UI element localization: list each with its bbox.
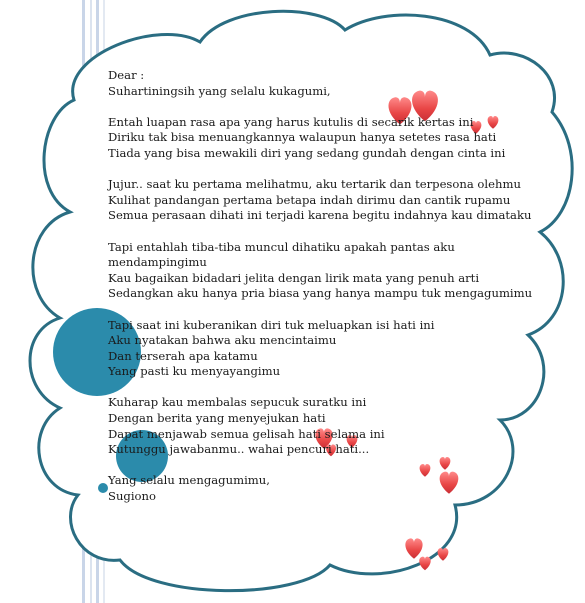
stanza-5-line-3: Dapat menjawab semua gelisah hati selama ini bbox=[108, 426, 385, 441]
stanza-1-line-2: Diriku tak bisa menuangkannya walaupun hanya setetes rasa hati bbox=[108, 130, 497, 145]
small-teal-dot bbox=[98, 483, 108, 493]
stanza-5-line-4: Kutunggu jawabanmu.. wahai pencuri hati... bbox=[108, 442, 370, 457]
letter-closing: Yang selalu mengagumimu, bbox=[108, 473, 270, 488]
letter-body bbox=[108, 68, 578, 505]
stanza-4-line-4: Yang pasti ku menyayangimu bbox=[108, 364, 281, 379]
stanza-4-line-2: Aku nyatakan bahwa aku mencintaimu bbox=[108, 333, 337, 348]
stanza-1-line-1: Entah luapan rasa apa yang harus kutulis di secarik kertas ini bbox=[108, 114, 474, 129]
letter-signature: Sugiono bbox=[108, 489, 156, 504]
stanza-3-line-2: Kau bagaikan bidadari jelita dengan lirik mata yang penuh arti bbox=[108, 270, 480, 285]
stanza-2-line-1: Jujur.. saat ku pertama melihatmu, aku tertarik dan terpesona olehmu bbox=[108, 177, 521, 192]
stanza-2-line-3: Semua perasaan dihati ini terjadi karena begitu indahnya kau dimataku bbox=[108, 208, 532, 223]
stanza-3-line-3: Sedangkan aku hanya pria biasa yang hanya mampu tuk mengagumimu bbox=[108, 286, 533, 301]
letter-recipient: Suhartiningsih yang selalu kukagumi, bbox=[108, 83, 331, 98]
stanza-4-line-3: Dan terserah apa katamu bbox=[108, 348, 258, 363]
stanza-5-line-1: Kuharap kau membalas sepucuk suratku ini bbox=[108, 395, 367, 410]
stanza-5-line-2: Dengan berita yang menyejukan hati bbox=[108, 411, 326, 426]
stanza-2-line-2: Kulihat pandangan pertama betapa indah dirimu dan cantik rupamu bbox=[108, 192, 511, 207]
stanza-4-line-1: Tapi saat ini kuberanikan diri tuk meluapkan isi hati ini bbox=[108, 317, 435, 332]
letter-greeting: Dear : bbox=[108, 68, 145, 82]
stanza-1-line-3: Tiada yang bisa mewakili diri yang sedang gundah dengan cinta ini bbox=[108, 145, 506, 160]
stanza-3-line-1: Tapi entahlah tiba-tiba muncul dihatiku apakah pantas aku mendampingimu bbox=[108, 239, 455, 270]
